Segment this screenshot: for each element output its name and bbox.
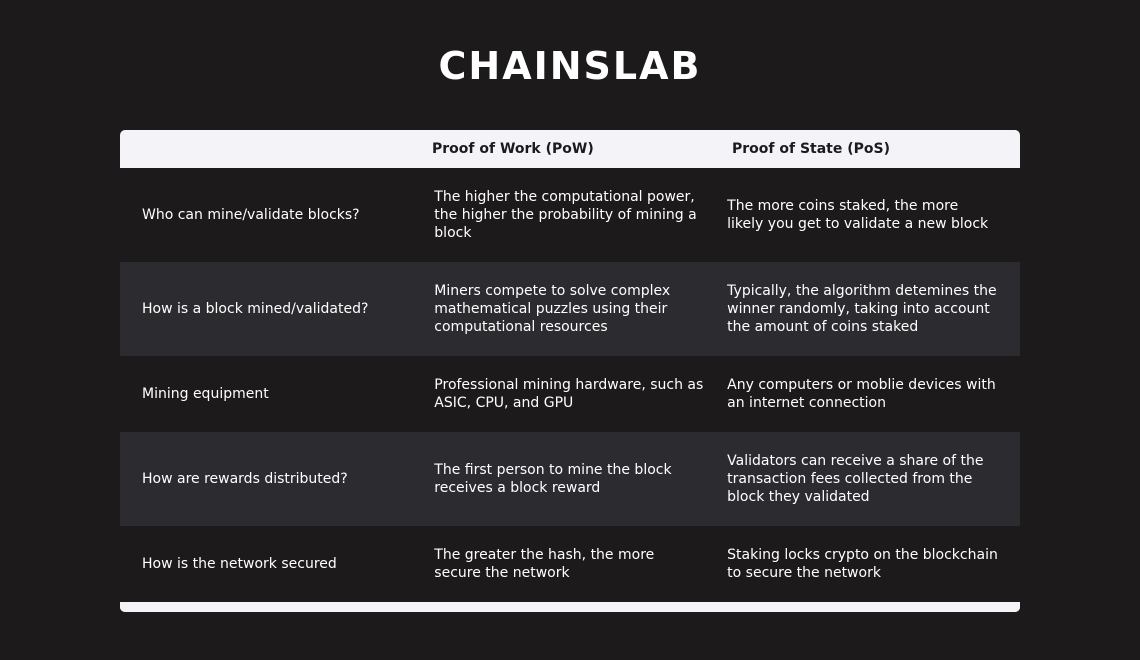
row-pow-cell: Professional mining hardware, such as ASIC, CPU, and GPU [434,377,704,411]
row-pos-cell: Typically, the algorithm detemines the winner randomly, taking into account the amount of coins staked [727,283,997,335]
table-header [120,130,1020,168]
header-pos: Proof of State (PoS) [732,141,890,157]
row-pos-cell: Validators can receive a share of the transaction fees collected from the block they validated [727,453,984,505]
row-question: Who can mine/validate blocks? [142,207,360,223]
row-pos-cell: The more coins staked, the more likely you get to validate a new block [727,198,989,232]
header-pow: Proof of Work (PoW) [432,141,594,157]
table-row [120,168,1020,262]
row-question: Mining equipment [142,386,269,402]
table-row [120,262,1020,356]
row-pos-cell: Any computers or moblie devices with an internet connection [727,377,996,411]
table-row [120,356,1020,432]
row-pow-cell: The higher the computational power, the higher the probability of mining a block [434,189,697,241]
row-question: How are rewards distributed? [142,471,348,487]
row-question: How is the network secured [142,556,337,572]
row-pow-cell: Miners compete to solve complex mathematical puzzles using their computational resources [434,283,671,335]
row-pos-cell: Staking locks crypto on the blockchain to secure the network [727,547,998,581]
brand-logo: CHAINSLAB [438,44,702,88]
table-footer-strip [120,602,1020,612]
comparison-table [120,130,1020,612]
table-row [120,526,1020,602]
row-question: How is a block mined/validated? [142,301,369,317]
row-pow-cell: The greater the hash, the more secure the network [434,547,655,581]
table-row [120,432,1020,526]
row-pow-cell: The first person to mine the block receives a block reward [434,462,672,496]
